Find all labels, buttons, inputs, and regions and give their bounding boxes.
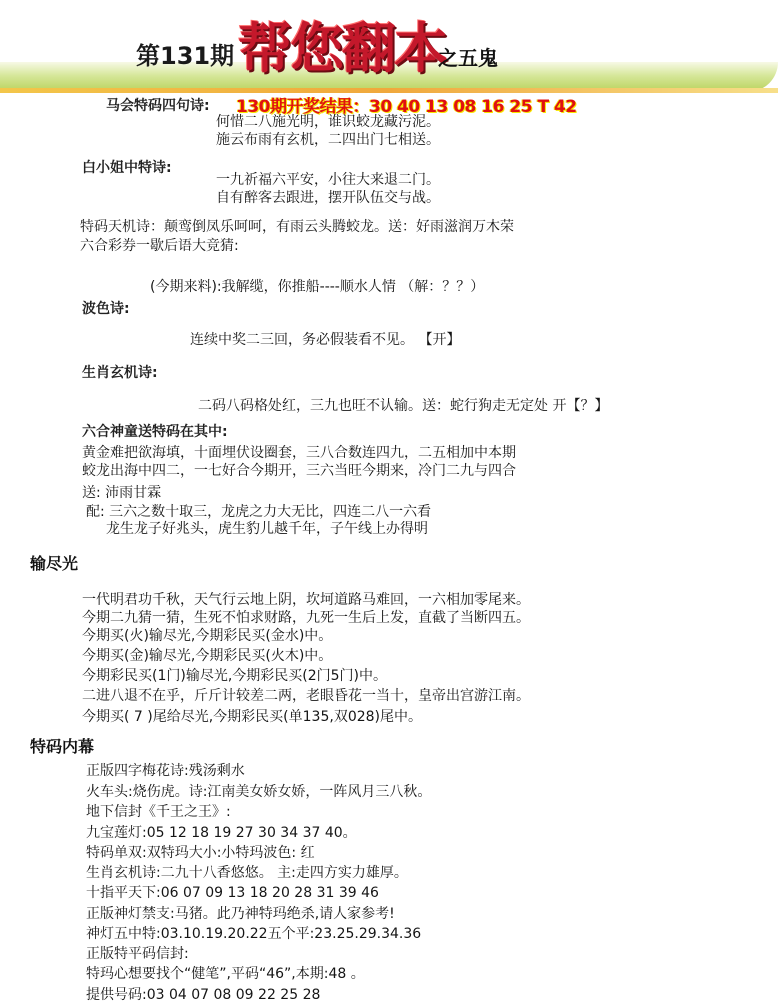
neimu-line: 九宝莲灯:05 12 18 19 27 30 34 37 40。 (86, 825, 357, 841)
shentong-pei: 龙生龙子好兆头，虎生豹儿越千年，子午线上办得明 (106, 521, 428, 537)
shujin-line: 今期二九猜一猜，生死不怕求财路，九死一生后上发，直截了当断四五。 (82, 610, 530, 626)
shujin-line: 今期买( 7 )尾给尽光,今期彩民买(单135,双028)尾中。 (82, 709, 422, 725)
shentong-line: 蛟龙出海中四二，一七好合今期开，三六当旺今期来，冷门二九与四合 (82, 463, 516, 479)
neimu-line: 特码单双:双特玛大小:小特玛波色: 红 (86, 845, 315, 861)
neimu-line: 正版神灯禁支:马猪。此乃神特玛绝杀,请人家参考! (86, 906, 395, 922)
neimu-line: 生肖玄机诗:二九十八香悠悠。 主:走四方实力雄厚。 (86, 865, 408, 881)
tianji-poem: 特码天机诗：颠鸾倒凤乐呵呵，有雨云头腾蛟龙。送：好雨滋润万木荣 (80, 219, 514, 235)
neimu-line: 火车头:烧伤虎。诗:江南美女娇女娇，一阵风月三八秋。 (86, 784, 432, 800)
shentong-label: 六合神童送特码在其中: (82, 424, 228, 440)
shujin-line: 二进八退不在乎，斤斤计较差二两，老眼昏花一当十，皇帝出宫游江南。 (82, 688, 530, 704)
shujin-line: 一代明君功千秋，天气行云地上阴，坎坷道路马难回，一六相加零尾来。 (82, 592, 530, 608)
shentong-line: 黄金难把欲海填，十面埋伏设圈套，三八合数连四九，二五相加中本期 (82, 445, 516, 461)
shujin-line: 今期彩民买(1门)输尽光,今期彩民买(2门5门)中。 (82, 668, 388, 684)
miss-poem-label: 白小姐中特诗: (82, 160, 172, 176)
logo-subtitle: 之五鬼 (438, 46, 498, 70)
poem-label: 马会特码四句诗: (106, 98, 210, 114)
bose-label: 波色诗: (82, 301, 130, 317)
neimu-line: 神灯五中特:03.10.19.20.22五个平:23.25.29.34.36 (86, 926, 422, 942)
shujin-line: 今期买(金)输尽光,今期彩民买(火木)中。 (82, 648, 333, 664)
xiehou-label: 六合彩券一歇后语大竞猜: (80, 238, 239, 254)
miss-poem-line: 一九祈福六平安，小往大来退二门。 (216, 172, 440, 188)
neimu-line: 特玛心想要找个“健笔”,平码“46”,本期:48 。 (86, 966, 365, 982)
poem-line: 何惜二八施光明，谁识蛟龙藏污泥。 (216, 114, 440, 130)
shengxiao-line: 二码八码格处红，三九也旺不认输。送：蛇行狗走无定处 开【？】 (198, 398, 609, 414)
bose-line: 连续中奖二三回，务必假装看不见。 【开】 (190, 332, 461, 348)
neimu-line: 正版特平码信封: (86, 946, 189, 962)
miss-poem-line: 自有醉客去跟进，摆开队伍交与战。 (216, 190, 440, 206)
period-title: 第131期 (136, 42, 235, 70)
shentong-pei: 配: 三六之数十取三，龙虎之力大无比，四连二八一六看 (86, 504, 432, 520)
logo-title: 帮您翻本 (238, 16, 446, 80)
neimu-line: 提供号码:03 04 07 08 09 22 25 28 (86, 987, 321, 1003)
neimu-line: 正版四字梅花诗:残汤剩水 (86, 763, 245, 779)
shengxiao-label: 生肖玄机诗: (82, 365, 158, 381)
xiehou-line: (今期来料):我解缆，你推船----顺水人情 （解：？？） (150, 279, 485, 295)
shentong-song: 送: 沛雨甘霖 (82, 485, 162, 501)
draw-result: 130期开奖结果：30 40 13 08 16 25 T 42 (236, 97, 577, 117)
neimu-line: 地下信封《千王之王》: (86, 804, 231, 820)
neimu-line: 十指平天下:06 07 09 13 18 20 28 31 39 46 (86, 885, 379, 901)
neimu-title: 特码内幕 (30, 737, 95, 756)
shujin-title: 输尽光 (30, 554, 79, 573)
poem-line: 施云布雨有玄机，二四出门七相送。 (216, 132, 440, 148)
shujin-line: 今期买(火)输尽光,今期彩民买(金水)中。 (82, 628, 333, 644)
